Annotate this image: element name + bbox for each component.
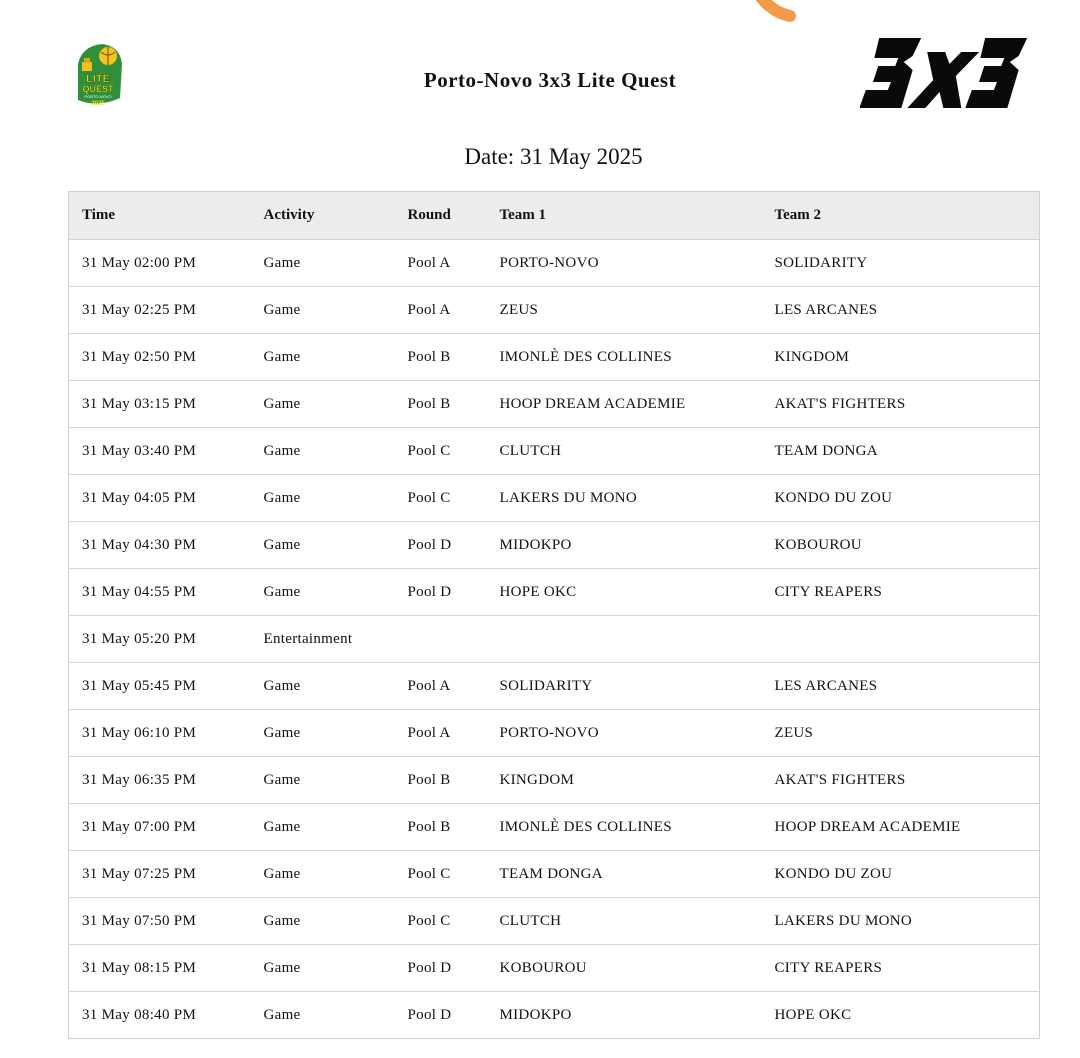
cell-activity: Game: [251, 381, 395, 428]
cell-team2: LES ARCANES: [762, 663, 1040, 710]
cell-team1: HOPE OKC: [487, 569, 762, 616]
cell-time: 31 May 02:50 PM: [69, 334, 251, 381]
cell-activity: Game: [251, 757, 395, 804]
cell-team1: PORTO-NOVO: [487, 710, 762, 757]
cell-time: 31 May 02:00 PM: [69, 240, 251, 287]
cell-team1: HOOP DREAM ACADEMIE: [487, 381, 762, 428]
cell-time: 31 May 05:45 PM: [69, 663, 251, 710]
cell-activity: Game: [251, 804, 395, 851]
cell-activity: Game: [251, 240, 395, 287]
cell-round: Pool A: [395, 663, 487, 710]
table-body: [69, 240, 1040, 1039]
cell-round: Pool B: [395, 757, 487, 804]
cell-time: 31 May 04:30 PM: [69, 522, 251, 569]
cell-team1: MIDOKPO: [499, 1006, 572, 1023]
cell-activity: Game: [263, 1006, 301, 1023]
table-row: [69, 898, 1040, 945]
cell-team1: KINGDOM: [487, 757, 762, 804]
cell-team1: LAKERS DU MONO: [487, 475, 762, 522]
cell-team1: PORTO-NOVO: [487, 240, 762, 287]
svg-text:PORTO-NOVO: PORTO-NOVO: [84, 94, 112, 99]
column-header-time: Time: [69, 192, 251, 240]
cell-round: Pool A: [395, 287, 487, 334]
cell-activity: Game: [251, 334, 395, 381]
cell-activity: Game: [251, 945, 395, 992]
page-title: Porto-Novo 3x3 Lite Quest: [423, 68, 677, 92]
cell-time: 31 May 07:25 PM: [69, 851, 251, 898]
column-header-team1: Team 1: [487, 192, 762, 240]
cell-activity: Game: [251, 569, 395, 616]
cell-team2: LES ARCANES: [762, 287, 1040, 334]
cell-team2: AKAT'S FIGHTERS: [762, 757, 1040, 804]
cell-team2: CITY REAPERS: [762, 945, 1040, 992]
cell-round: Pool B: [395, 804, 487, 851]
cell-team1: SOLIDARITY: [487, 663, 762, 710]
cell-round: Pool C: [395, 898, 487, 945]
cell-time: 31 May 07:00 PM: [69, 804, 251, 851]
cell-time: 31 May 07:50 PM: [69, 898, 251, 945]
table-row: [69, 475, 1040, 522]
cell-team2: HOPE OKC: [774, 1006, 852, 1023]
cell-team2: KONDO DU ZOU: [762, 475, 1040, 522]
cell-round: Pool D: [395, 522, 487, 569]
cell-team2: AKAT'S FIGHTERS: [762, 381, 1040, 428]
cell-team2: TEAM DONGA: [762, 428, 1040, 475]
cell-round: Pool C: [395, 428, 487, 475]
cell-team1: CLUTCH: [487, 898, 762, 945]
fiba-3x3-logo-icon: [860, 32, 1042, 114]
schedule-table: [68, 191, 1040, 1039]
table-row: [69, 663, 1040, 710]
cell-activity: Entertainment: [251, 616, 395, 663]
cell-team1: KOBOUROU: [487, 945, 762, 992]
column-header-team2: Team 2: [762, 192, 1040, 240]
cell-time: 31 May 03:15 PM: [69, 381, 251, 428]
cell-time: 31 May 08:15 PM: [69, 945, 251, 992]
cell-round: Pool B: [395, 381, 487, 428]
cell-time: 31 May 04:55 PM: [69, 569, 251, 616]
cell-time: 31 May 08:40 PM: [82, 1006, 197, 1023]
table-row: [69, 992, 1040, 1039]
cell-round: Pool D: [395, 569, 487, 616]
cell-activity: Game: [251, 898, 395, 945]
table-header-row: [69, 192, 1040, 240]
svg-text:LITE: LITE: [86, 73, 110, 85]
cell-round: Pool B: [395, 334, 487, 381]
cell-round: Pool D: [407, 1006, 452, 1023]
column-header-activity: Activity: [251, 192, 395, 240]
cell-team1: IMONLÈ DES COLLINES: [487, 804, 762, 851]
cell-team2: [762, 616, 1040, 663]
cell-time: 31 May 06:35 PM: [69, 757, 251, 804]
cell-team2: CITY REAPERS: [762, 569, 1040, 616]
table-row: [69, 851, 1040, 898]
column-header-round: Round: [395, 192, 487, 240]
cell-activity: Game: [251, 287, 395, 334]
cell-activity: Game: [251, 475, 395, 522]
cell-round: Pool C: [395, 475, 487, 522]
cell-time: 31 May 05:20 PM: [69, 616, 251, 663]
cell-team1: IMONLÈ DES COLLINES: [487, 334, 762, 381]
document-header: [0, 0, 1080, 190]
cell-round: Pool C: [395, 851, 487, 898]
cell-team1: CLUTCH: [487, 428, 762, 475]
cell-activity: Game: [251, 710, 395, 757]
table-row: [69, 240, 1040, 287]
cell-team1: ZEUS: [487, 287, 762, 334]
table-row: [69, 287, 1040, 334]
table-row: [69, 757, 1040, 804]
cell-activity: Game: [251, 522, 395, 569]
cell-team2: LAKERS DU MONO: [762, 898, 1040, 945]
cell-round: Pool A: [395, 240, 487, 287]
cell-team2: KOBOUROU: [762, 522, 1040, 569]
cell-team1: TEAM DONGA: [487, 851, 762, 898]
table-row: [69, 804, 1040, 851]
svg-text:QUEST: QUEST: [82, 84, 114, 94]
cell-team2: SOLIDARITY: [762, 240, 1040, 287]
table-row: [69, 522, 1040, 569]
cell-time: 31 May 02:25 PM: [69, 287, 251, 334]
cell-round: [395, 616, 487, 663]
cell-activity: Game: [251, 663, 395, 710]
cell-team2: KINGDOM: [762, 334, 1040, 381]
cell-round: Pool D: [395, 945, 487, 992]
svg-text:2025: 2025: [91, 101, 105, 107]
cell-team2: KONDO DU ZOU: [762, 851, 1040, 898]
cell-team2: ZEUS: [762, 710, 1040, 757]
cell-team2: HOOP DREAM ACADEMIE: [762, 804, 1040, 851]
table-row: [69, 428, 1040, 475]
table-row: [69, 945, 1040, 992]
cell-team1: [487, 616, 762, 663]
event-date: Date: 31 May 2025: [464, 144, 643, 169]
table-row: [69, 569, 1040, 616]
table-row: [69, 710, 1040, 757]
table-row: [69, 616, 1040, 663]
orange-mark-icon: [752, 0, 802, 28]
cell-time: 31 May 03:40 PM: [69, 428, 251, 475]
cell-time: 31 May 06:10 PM: [69, 710, 251, 757]
table-row: [69, 334, 1040, 381]
cell-activity: Game: [251, 428, 395, 475]
cell-time: 31 May 04:05 PM: [69, 475, 251, 522]
cell-activity: Game: [251, 851, 395, 898]
table-row: [69, 381, 1040, 428]
cell-team1: MIDOKPO: [487, 522, 762, 569]
cell-round: Pool A: [395, 710, 487, 757]
